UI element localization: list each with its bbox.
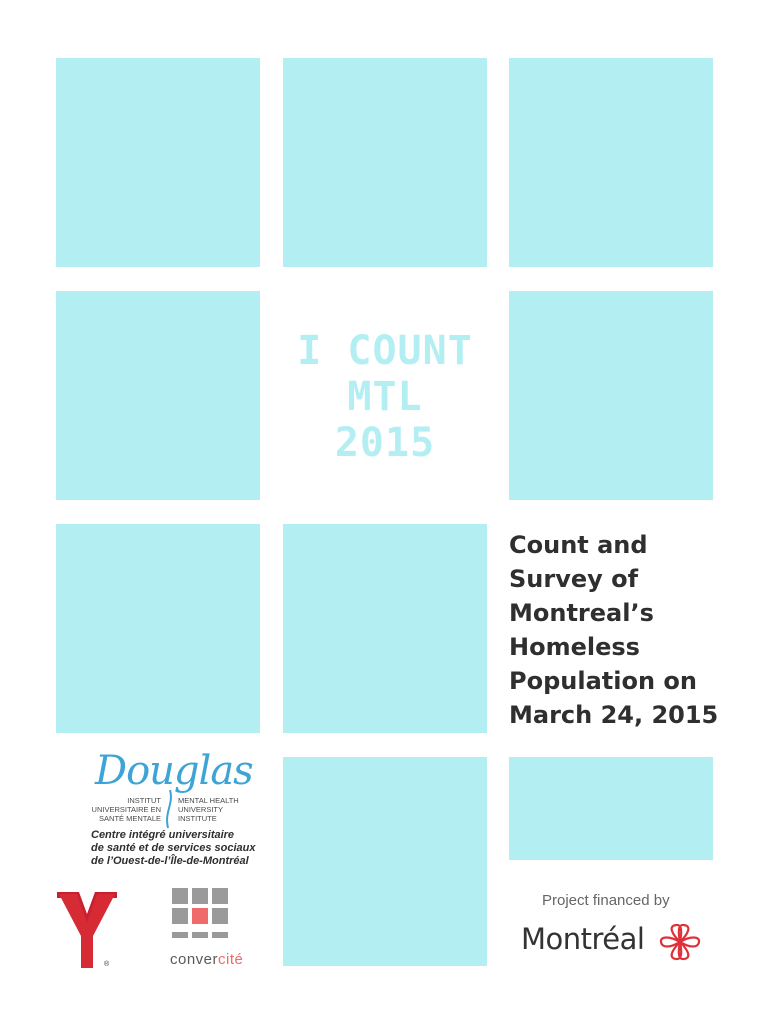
title-line: Survey of [509, 565, 639, 593]
tile [283, 58, 487, 267]
headline-line: 2015 [334, 420, 436, 466]
convercite-suffix: cité [218, 951, 244, 968]
report-title [509, 528, 749, 732]
montreal-rosette-icon [658, 922, 702, 962]
douglas-right-line: UNIVERSITY [178, 805, 224, 814]
ymca-logo-icon [57, 892, 117, 968]
convercite-logo-icon [172, 888, 232, 950]
douglas-right-line: INSTITUTE [178, 814, 217, 823]
tile [509, 291, 713, 500]
title-line: Count and [509, 531, 648, 559]
tile [56, 524, 260, 733]
title-line: Montreal’s [509, 599, 654, 627]
headline-line: MTL [347, 374, 423, 420]
convercite-wordmark [170, 951, 243, 968]
title-line: March 24, 2015 [509, 701, 719, 729]
douglas-left-text [86, 796, 161, 823]
douglas-left-line: UNIVERSITAIRE EN [91, 805, 161, 814]
tile [56, 58, 260, 267]
douglas-left-line: SANTÉ MENTALE [99, 814, 161, 823]
douglas-right-text [178, 796, 248, 823]
headline-line: I COUNT [297, 328, 473, 374]
douglas-left-line: INSTITUT [127, 796, 161, 805]
registered-mark: ® [104, 961, 110, 968]
ciusss-caption [91, 829, 291, 868]
tile [283, 757, 487, 966]
douglas-wordmark: Douglas [95, 748, 253, 794]
i-count-headline [283, 328, 487, 466]
douglas-swash-icon [160, 790, 180, 830]
tile [509, 58, 713, 267]
title-line: Population on [509, 667, 697, 695]
tile [283, 524, 487, 733]
ciusss-line: Centre intégré universitaire [91, 829, 235, 841]
financed-label: Project financed by [542, 892, 670, 909]
montreal-wordmark: Montréal [521, 922, 645, 956]
tile [509, 757, 713, 860]
tile [56, 291, 260, 500]
convercite-prefix: conver [170, 951, 219, 968]
title-line: Homeless [509, 633, 640, 661]
ciusss-line: de l’Ouest-de-l’Île-de-Montréal [91, 855, 249, 867]
douglas-right-line: MENTAL HEALTH [178, 796, 239, 805]
ciusss-line: de santé et de services sociaux [91, 842, 256, 854]
